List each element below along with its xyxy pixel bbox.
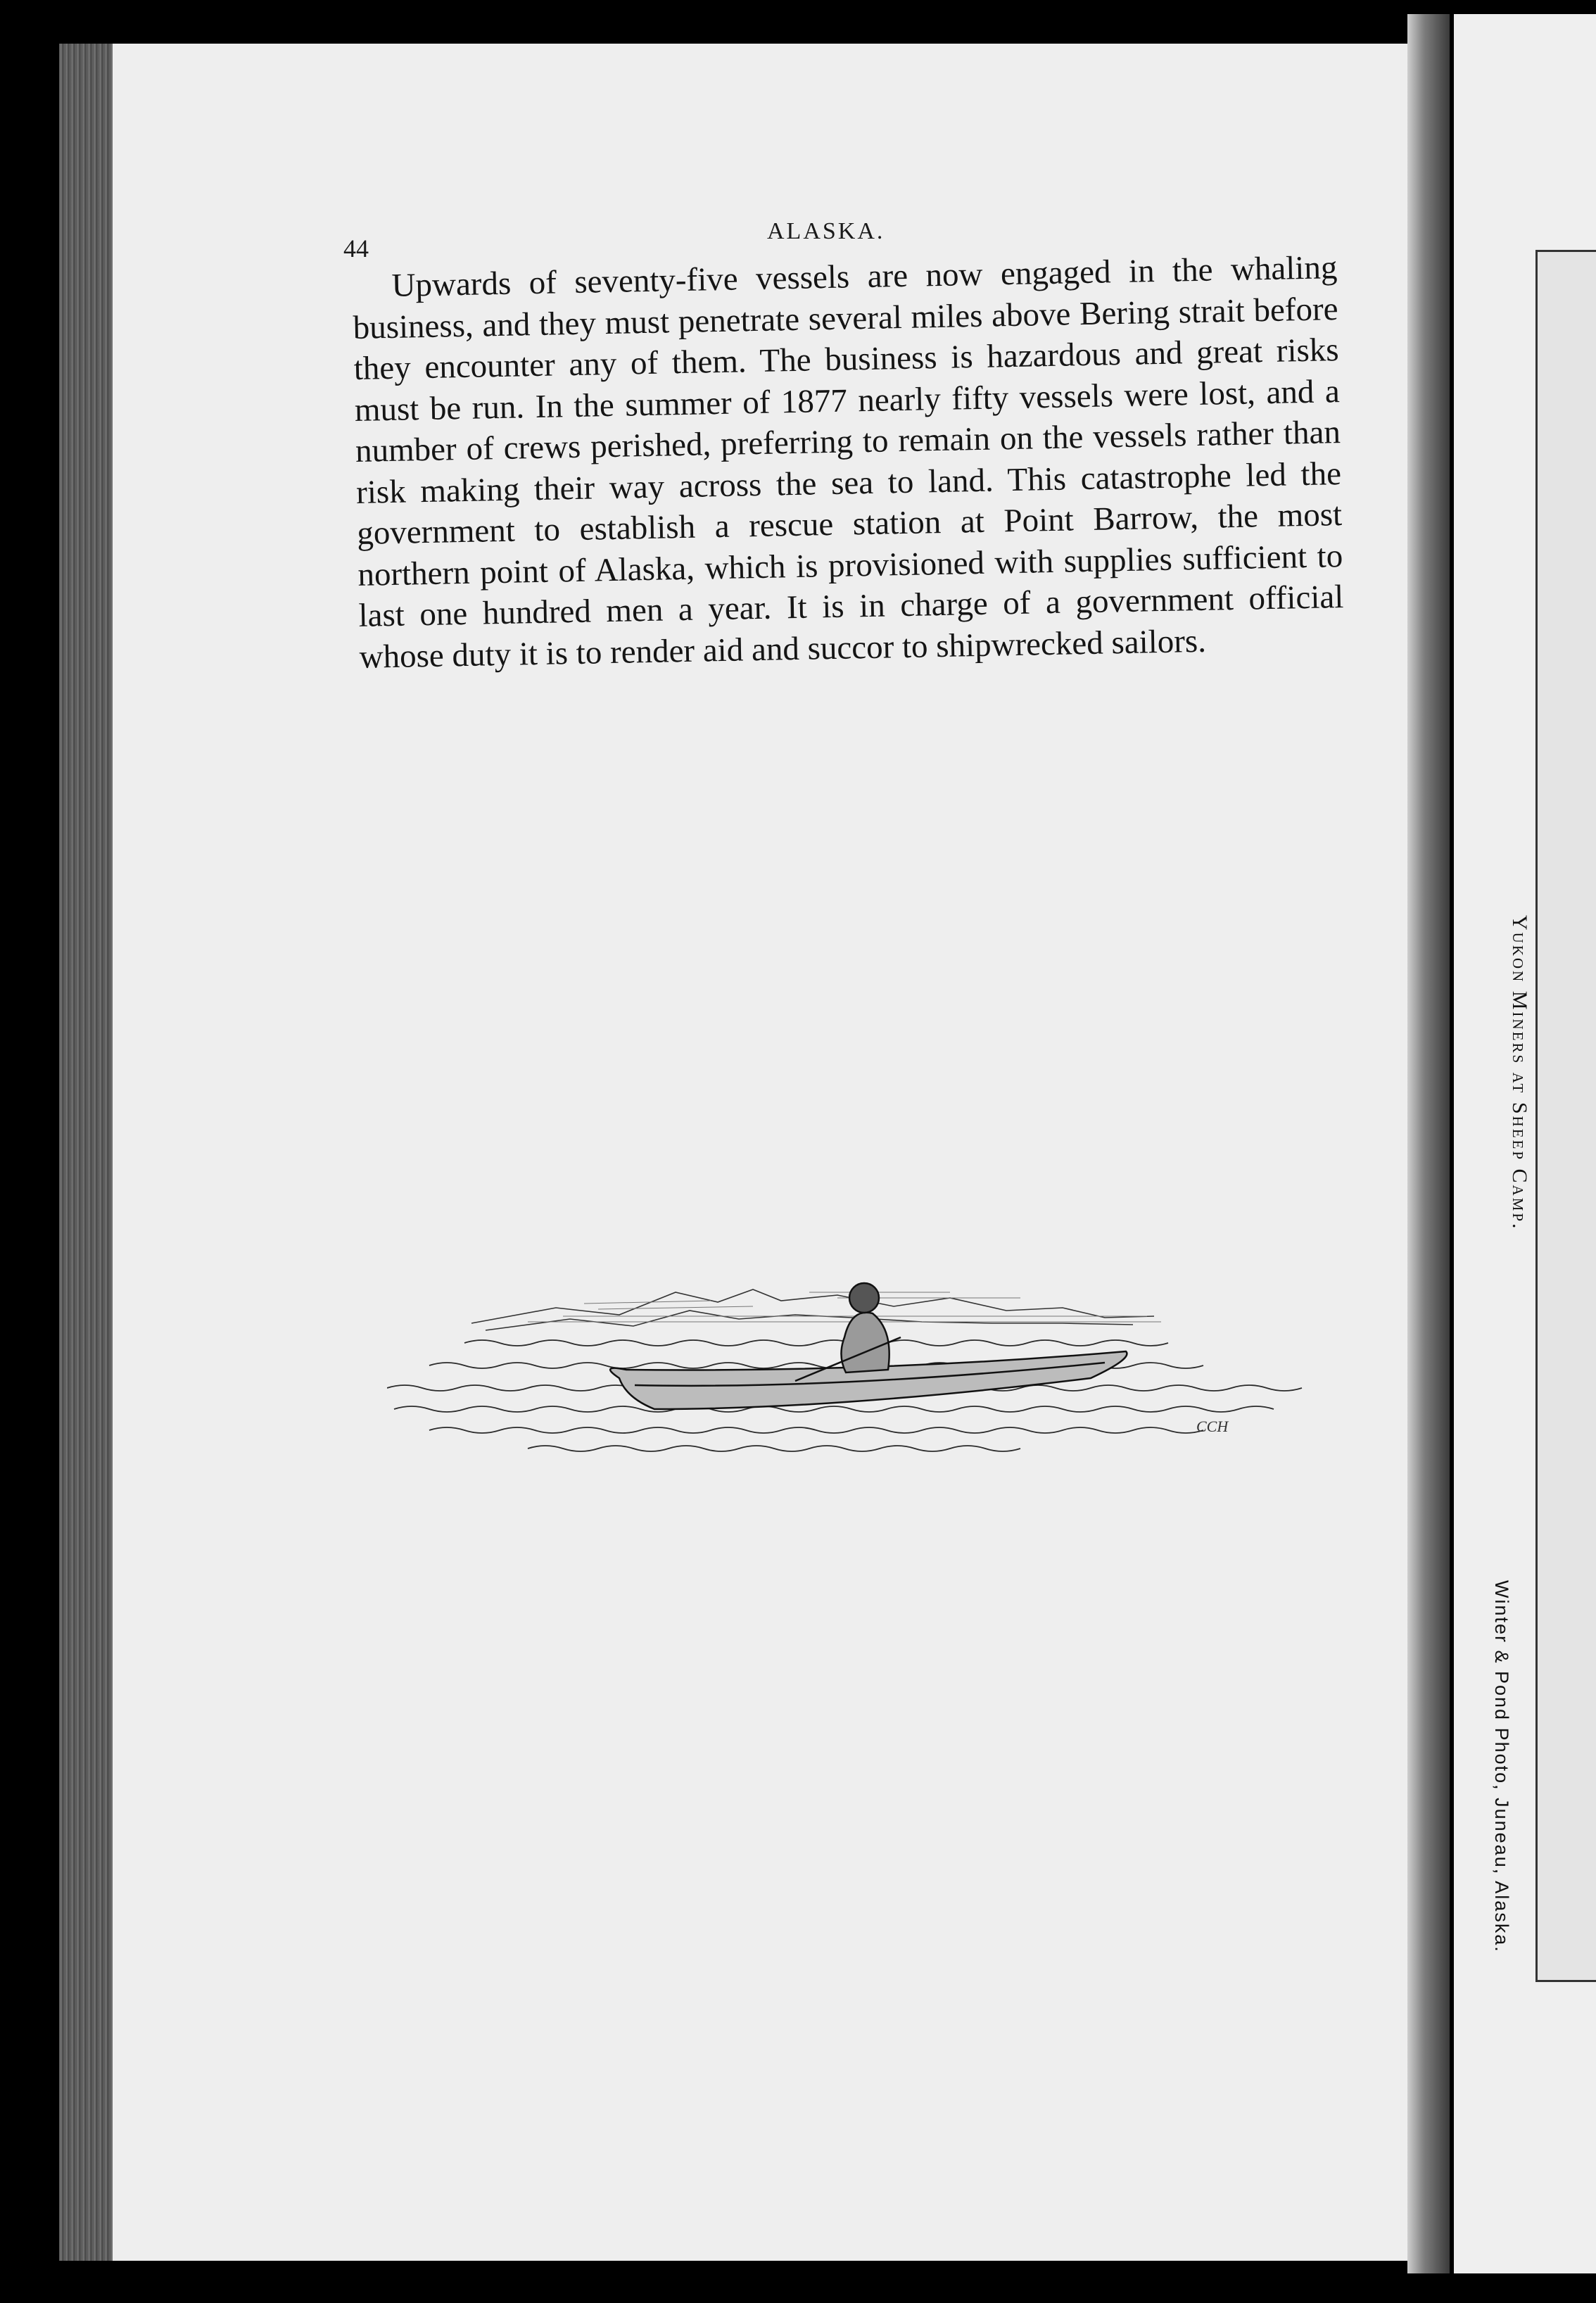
running-head: ALASKA.	[767, 218, 885, 244]
book-gutter	[1407, 14, 1450, 2273]
mountain-range	[471, 1289, 1154, 1330]
photo-credit: Winter & Pond Photo, Juneau, Alaska.	[1491, 1580, 1512, 1953]
facing-plate-caption: Yukon Miners at Sheep Camp.	[1508, 915, 1531, 1231]
page-number: 44	[343, 234, 369, 263]
kayak-illustration	[387, 1225, 1337, 1464]
body-paragraph: Upwards of seventy-five vessels are now engaged in the whaling business, and they must penetrate several miles above Bering strait before they encounter any of them. The business is hazardous and great risks must be run. In the summer of 1877 nearly fifty vessels were lost, and a number of crews perished, preferring to remain on the vessels rather than risk making their way across the sea to land. This catastrophe led the government to establish a rescue station at Point Barrow, the most northern point of Alaska, which is provisioned with supplies sufficient to last one hundred men a year. It is in charge of a government official whose duty it is to render aid and succor to shipwrecked sailors.	[353, 249, 1344, 676]
facing-plate-frame	[1535, 250, 1596, 1982]
page-edge-stack	[59, 44, 115, 2261]
artist-signature: CCH	[1196, 1418, 1229, 1435]
